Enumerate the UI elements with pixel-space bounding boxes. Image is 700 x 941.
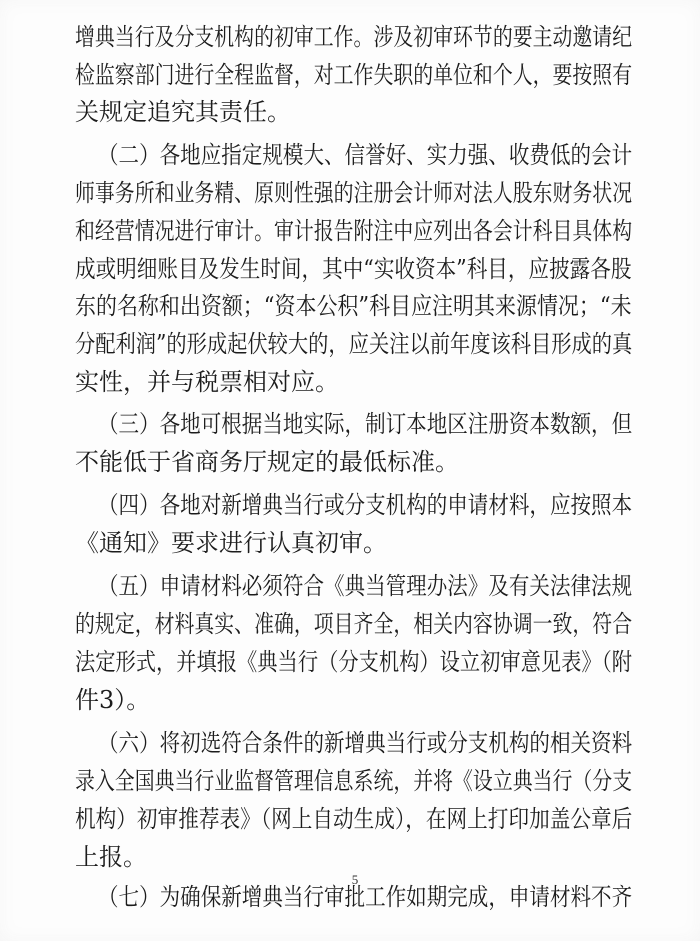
text-line: （三）各地可根据当地实际，制订本地区注册资本数额，但 [98, 410, 633, 438]
text-line: 录入全国典当行业监督管理信息系统，并将《设立典当行（分支 [75, 767, 633, 795]
page-number: 5 [351, 872, 359, 887]
text-line: （四）各地对新增典当行或分支机构的申请材料，应按照本 [98, 491, 633, 519]
text-line: 分配利润”的形成起伏较大的，应关注以前年度该科目形成的真 [75, 330, 633, 358]
text-line: （二）各地应指定规模大、信誉好、实力强、收费低的会计 [98, 141, 633, 169]
text-line: 不能低于省商务厅规定的最低标准。 [75, 448, 459, 476]
text-line: 和经营情况进行审计。审计报告附注中应列出各会计科目具体构 [75, 217, 633, 245]
text-line: 机构）初审推荐表》（网上自动生成），在网上打印加盖公章后 [75, 805, 633, 833]
text-line: 师事务所和业务精、原则性强的注册会计师对法人股东财务状况 [75, 179, 633, 207]
text-line: 《通知》要求进行认真初审。 [75, 529, 387, 557]
text-line: 增典当行及分支机构的初审工作。涉及初审环节的要主动邀请纪 [75, 23, 633, 51]
text-line: 东的名称和出资额；“资本公积”科目应注明其来源情况；“未 [75, 292, 632, 320]
text-line: 关规定追究其责任。 [75, 98, 291, 126]
text-line: 成或明细账目及发生时间，其中“实收资本”科目，应披露各股 [75, 255, 632, 283]
text-line: 实性，并与税票相对应。 [75, 368, 339, 396]
text-line: （七）为确保新增典当行审批工作如期完成，申请材料不齐 [98, 883, 633, 911]
text-line: （五）申请材料必须符合《典当管理办法》及有关法律法规 [98, 572, 633, 600]
text-line: （六）将初选符合条件的新增典当行或分支机构的相关资料 [98, 729, 633, 757]
text-line: 件3）。 [75, 686, 151, 714]
text-line: 法定形式，并填报《典当行（分支机构）设立初审意见表》（附 [75, 648, 633, 676]
text-line: 检监察部门进行全程监督，对工作失职的单位和个人，要按照有 [75, 61, 633, 89]
text-line: 的规定，材料真实、准确，项目齐全，相关内容协调一致，符合 [75, 610, 633, 638]
text-line: 上报。 [75, 843, 147, 871]
